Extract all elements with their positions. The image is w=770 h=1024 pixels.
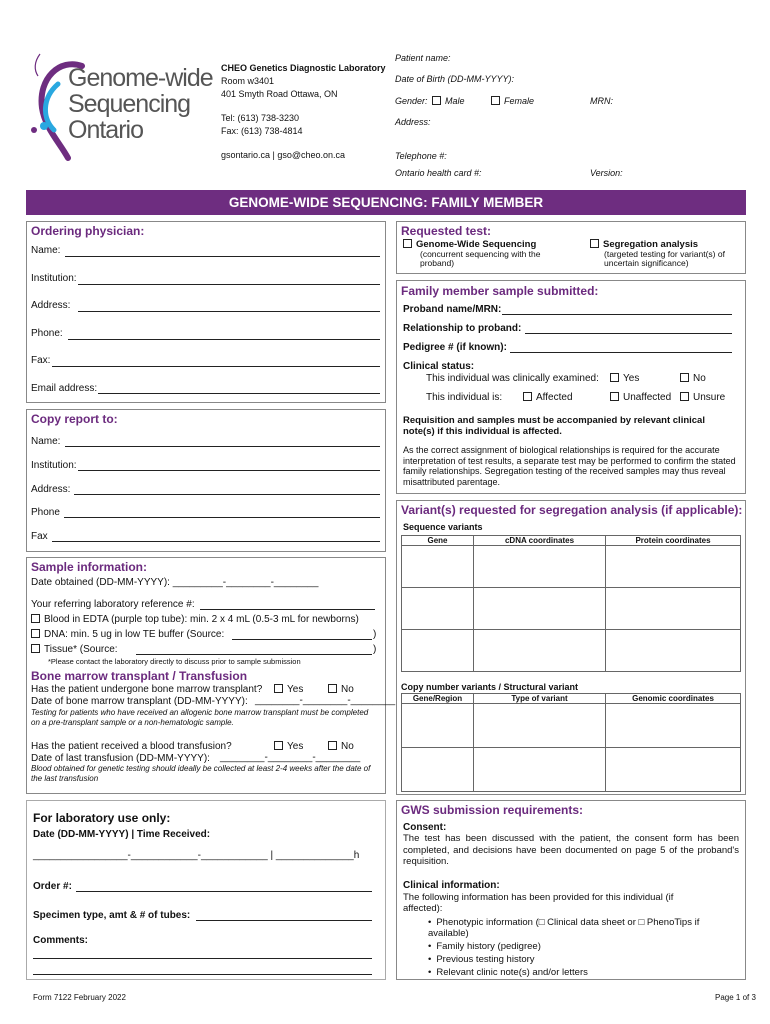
lab-date-label: Date (DD-MM-YYYY) | Time Received: bbox=[33, 829, 211, 840]
seq-cell[interactable] bbox=[402, 546, 474, 588]
copy-name-field[interactable] bbox=[65, 446, 380, 447]
seg-sub: (targeted testing for variant(s) of uncertain significance) bbox=[604, 249, 725, 268]
seq-cell[interactable] bbox=[402, 588, 474, 630]
lab-date-field[interactable]: _________________-____________-____________ | ______________h bbox=[33, 850, 360, 861]
cnv-table bbox=[401, 693, 741, 792]
logo bbox=[20, 48, 220, 168]
copy-fax-label: Fax bbox=[31, 531, 48, 542]
copy-name-label: Name: bbox=[31, 436, 61, 447]
ordering-phone-field[interactable] bbox=[68, 339, 380, 340]
seq-header-protein: Protein coordinates bbox=[606, 536, 741, 546]
bmt-yes[interactable] bbox=[274, 684, 303, 695]
req-item: • Phenotypic information (□ Clinical data sheet or □ PhenoTips if available) bbox=[428, 917, 740, 939]
gws-label: Genome-Wide Sequencing bbox=[416, 239, 537, 250]
cnv-header-type: Type of variant bbox=[474, 694, 606, 704]
seg-label: Segregation analysis bbox=[603, 239, 699, 250]
unaffected-label: Unaffected bbox=[623, 392, 672, 403]
proband-label: Proband name/MRN: bbox=[403, 304, 502, 315]
examined-no-checkbox[interactable] bbox=[680, 373, 689, 382]
ordering-email-label: Email address: bbox=[31, 383, 98, 394]
copy-phone-field[interactable] bbox=[64, 517, 380, 518]
seq-variants-title: Sequence variants bbox=[403, 522, 483, 532]
order-field[interactable] bbox=[76, 891, 372, 892]
unsure-checkbox[interactable] bbox=[680, 392, 689, 401]
ordering-fax-label: Fax: bbox=[31, 355, 51, 366]
req-item: • Family history (pedigree) bbox=[428, 941, 541, 952]
logo-line1: Genome-wide bbox=[68, 64, 213, 92]
pedigree-label: Pedigree # (if known): bbox=[403, 342, 507, 353]
transfusion-no[interactable] bbox=[328, 741, 354, 752]
copy-phone-label: Phone bbox=[31, 507, 60, 518]
seq-cell[interactable] bbox=[474, 630, 606, 672]
order-label: Order #: bbox=[33, 881, 72, 892]
cnv-cell[interactable] bbox=[402, 704, 474, 748]
transfusion-q: Has the patient received a blood transfusion? bbox=[31, 741, 232, 752]
examined-yes-checkbox[interactable] bbox=[610, 373, 619, 382]
lab-name: CHEO Genetics Diagnostic Laboratory bbox=[221, 63, 386, 73]
transfusion-date-field[interactable]: ________-________-________ bbox=[220, 752, 361, 763]
variants-title: Variant(s) requested for segregation analysis (if applicable): bbox=[401, 503, 743, 517]
examined-label: This individual was clinically examined: bbox=[426, 373, 599, 384]
lab-room: Room w3401 bbox=[221, 76, 275, 86]
relationship-field[interactable] bbox=[525, 333, 732, 334]
transfusion-date-label: Date of last transfusion (DD-MM-YYYY): bbox=[31, 753, 210, 764]
patient-gender-label: Gender: bbox=[395, 96, 428, 106]
seq-cell[interactable] bbox=[402, 630, 474, 672]
family-title: Family member sample submitted: bbox=[401, 284, 599, 298]
patient-name-label: Patient name: bbox=[395, 53, 451, 63]
gws-sub: (concurrent sequencing with the proband) bbox=[420, 249, 541, 268]
patient-telephone-label: Telephone #: bbox=[395, 151, 447, 161]
form-number: Form 7122 February 2022 bbox=[33, 993, 126, 1002]
seq-header-cdna: cDNA coordinates bbox=[474, 536, 606, 546]
copy-address-field[interactable] bbox=[74, 494, 380, 495]
unaffected-checkbox[interactable] bbox=[610, 392, 619, 401]
logo-line2: Sequencing bbox=[68, 90, 191, 118]
cnv-cell[interactable] bbox=[606, 704, 741, 748]
ordering-name-field[interactable] bbox=[65, 256, 380, 257]
transfusion-no-checkbox[interactable] bbox=[328, 741, 337, 750]
examined-yes[interactable] bbox=[610, 373, 639, 384]
ordering-address-field[interactable] bbox=[78, 311, 380, 312]
requested-title: Requested test: bbox=[401, 224, 492, 238]
sample-date[interactable]: Date obtained (DD-MM-YYYY): _________-________-________ bbox=[31, 577, 319, 588]
ordering-fax-field[interactable] bbox=[52, 366, 380, 367]
tissue-option[interactable] bbox=[31, 644, 118, 655]
bmt-q1: Has the patient undergone bone marrow transplant? bbox=[31, 684, 263, 695]
individual-is-label: This individual is: bbox=[426, 392, 503, 403]
bmt-date-field[interactable]: ________-________-________ bbox=[255, 695, 396, 706]
bmt-title: Bone marrow transplant / Transfusion bbox=[31, 669, 248, 683]
copy-title: Copy report to: bbox=[31, 412, 118, 426]
male-label: Male bbox=[445, 96, 465, 106]
requisition-note: Requisition and samples must be accompanied by relevant clinical note(s) if this individual is affected. bbox=[403, 415, 705, 437]
tissue-source-field[interactable] bbox=[136, 654, 372, 655]
cnv-cell[interactable] bbox=[606, 748, 741, 792]
bmt-yes-label: Yes bbox=[287, 684, 304, 695]
cnv-cell[interactable] bbox=[474, 748, 606, 792]
clinical-info-title: Clinical information: bbox=[403, 880, 500, 891]
consent-text: The test has been discussed with the patient, the consent form has been completed, and decisions have been documented on page 5 of the proband's requisition. bbox=[403, 833, 739, 867]
comments-label: Comments: bbox=[33, 935, 89, 946]
bmt-no-checkbox[interactable] bbox=[328, 684, 337, 693]
gender-female[interactable] bbox=[491, 96, 534, 106]
patient-healthcard-label: Ontario health card #: bbox=[395, 168, 482, 178]
tissue-checkbox[interactable] bbox=[31, 644, 40, 653]
examined-yes-label: Yes bbox=[623, 373, 640, 384]
specimen-field[interactable] bbox=[196, 920, 372, 921]
male-checkbox[interactable] bbox=[432, 96, 441, 105]
seq-cell[interactable] bbox=[474, 546, 606, 588]
ordering-institution-field[interactable] bbox=[78, 284, 380, 285]
copy-institution-label: Institution: bbox=[31, 460, 77, 471]
patient-dob-label: Date of Birth (DD-MM-YYYY): bbox=[395, 74, 515, 84]
ordering-phone-label: Phone: bbox=[31, 328, 63, 339]
female-checkbox[interactable] bbox=[491, 96, 500, 105]
seq-cell[interactable] bbox=[606, 546, 741, 588]
transfusion-no-label: No bbox=[341, 741, 354, 752]
gender-male[interactable] bbox=[432, 96, 465, 106]
ordering-physician-box bbox=[26, 221, 386, 403]
req-item: • Previous testing history bbox=[428, 954, 535, 965]
clinical-info-intro: The following information has been provided for this individual (if affected): bbox=[403, 892, 674, 914]
bmt-note: Testing for patients who have received an allogenic bone marrow transplant must be completed on a pre-transplant sample or a non-hematologic sample. bbox=[31, 708, 369, 727]
transfusion-yes[interactable] bbox=[274, 741, 303, 752]
sample-title: Sample information: bbox=[31, 560, 148, 574]
sample-ref-label: Your referring laboratory reference #: bbox=[31, 599, 195, 610]
affected-option[interactable] bbox=[523, 392, 573, 403]
copy-report-box bbox=[26, 409, 386, 552]
unaffected-option[interactable] bbox=[610, 392, 671, 403]
relationship-label: Relationship to proband: bbox=[403, 323, 522, 334]
edta-checkbox[interactable] bbox=[31, 614, 40, 623]
cnv-title: Copy number variants / Structural variant bbox=[401, 682, 579, 692]
page-number: Page 1 of 3 bbox=[715, 993, 756, 1002]
seg-checkbox[interactable] bbox=[590, 239, 599, 248]
edta-option[interactable] bbox=[31, 614, 359, 625]
seq-cell[interactable] bbox=[606, 588, 741, 630]
lab-fax: Fax: (613) 738-4814 bbox=[221, 126, 303, 136]
patient-address-label: Address: bbox=[395, 117, 431, 127]
copy-institution-field[interactable] bbox=[78, 470, 380, 471]
bmt-no-label: No bbox=[341, 684, 354, 695]
examined-no-label: No bbox=[693, 373, 706, 384]
tissue-note: *Please contact the laboratory directly to discuss prior to sample submission bbox=[48, 657, 301, 666]
edta-label: Blood in EDTA (purple top tube): min. 2 x 4 mL (0.5-3 mL for newborns) bbox=[44, 614, 359, 625]
transfusion-yes-checkbox[interactable] bbox=[274, 741, 283, 750]
bmt-no[interactable] bbox=[328, 684, 354, 695]
comments-line-1[interactable] bbox=[33, 958, 372, 959]
ordering-name-label: Name: bbox=[31, 245, 61, 256]
bmt-date-label: Date of bone marrow transplant (DD-MM-YYYY): bbox=[31, 696, 248, 707]
cnv-header-gene: Gene/Region bbox=[402, 694, 474, 704]
req-item: • Relevant clinic note(s) and/or letters bbox=[428, 967, 588, 978]
specimen-label: Specimen type, amt & # of tubes: bbox=[33, 910, 191, 921]
seq-variants-table bbox=[401, 535, 741, 672]
ordering-address-label: Address: bbox=[31, 300, 71, 311]
dna-paren: ) bbox=[373, 629, 377, 640]
clinical-status-label: Clinical status: bbox=[403, 361, 475, 372]
patient-mrn-label: MRN: bbox=[590, 96, 613, 106]
seq-cell[interactable] bbox=[474, 588, 606, 630]
transfusion-note: Blood obtained for genetic testing should ideally be collected at least 2-4 weeks after the date of the last transfusion bbox=[31, 764, 371, 783]
dna-checkbox[interactable] bbox=[31, 629, 40, 638]
tissue-paren: ) bbox=[373, 644, 377, 655]
unsure-label: Unsure bbox=[693, 392, 726, 403]
lab-web: gsontario.ca | gso@cheo.on.ca bbox=[221, 150, 346, 160]
lab-address: 401 Smyth Road Ottawa, ON bbox=[221, 89, 338, 99]
gws-req-title: GWS submission requirements: bbox=[401, 803, 584, 817]
unsure-option[interactable] bbox=[680, 392, 725, 403]
patient-version-label: Version: bbox=[590, 168, 623, 178]
copy-address-label: Address: bbox=[31, 484, 71, 495]
female-label: Female bbox=[504, 96, 535, 106]
tissue-label: Tissue* (Source: bbox=[44, 644, 118, 655]
affected-checkbox[interactable] bbox=[523, 392, 532, 401]
bmt-yes-checkbox[interactable] bbox=[274, 684, 283, 693]
lab-use-box bbox=[26, 800, 386, 980]
lab-use-title: For laboratory use only: bbox=[33, 811, 171, 825]
examined-no[interactable] bbox=[680, 373, 706, 384]
affected-label: Affected bbox=[536, 392, 573, 403]
seq-cell[interactable] bbox=[606, 630, 741, 672]
comments-line-2[interactable] bbox=[33, 974, 372, 975]
cnv-cell[interactable] bbox=[474, 704, 606, 748]
ordering-institution-label: Institution: bbox=[31, 273, 77, 284]
consent-title: Consent: bbox=[403, 822, 447, 833]
dna-label: DNA: min. 5 ug in low TE buffer (Source: bbox=[44, 629, 225, 640]
form-title-banner: GENOME-WIDE SEQUENCING: FAMILY MEMBER bbox=[26, 190, 746, 215]
transfusion-yes-label: Yes bbox=[287, 741, 304, 752]
pedigree-field[interactable] bbox=[510, 352, 732, 353]
ordering-title: Ordering physician: bbox=[31, 224, 145, 238]
lab-tel: Tel: (613) 738-3230 bbox=[221, 113, 300, 123]
seq-header-gene: Gene bbox=[402, 536, 474, 546]
dna-option[interactable] bbox=[31, 629, 224, 640]
ordering-email-field[interactable] bbox=[98, 393, 380, 394]
dna-source-field[interactable] bbox=[232, 639, 372, 640]
copy-fax-field[interactable] bbox=[52, 541, 380, 542]
cnv-header-genomic: Genomic coordinates bbox=[606, 694, 741, 704]
cnv-cell[interactable] bbox=[402, 748, 474, 792]
sample-ref-field[interactable] bbox=[200, 609, 375, 610]
gws-checkbox[interactable] bbox=[403, 239, 412, 248]
proband-field[interactable] bbox=[502, 314, 732, 315]
relationship-paragraph: As the correct assignment of biological relationships is required for the accurate interpretation of test results, a separate test may be performed to confirm the stated family relationships. Segregation testing of the received samples may thus reveal misattributed parentage. bbox=[403, 445, 736, 487]
logo-line3: Ontario bbox=[68, 116, 143, 144]
